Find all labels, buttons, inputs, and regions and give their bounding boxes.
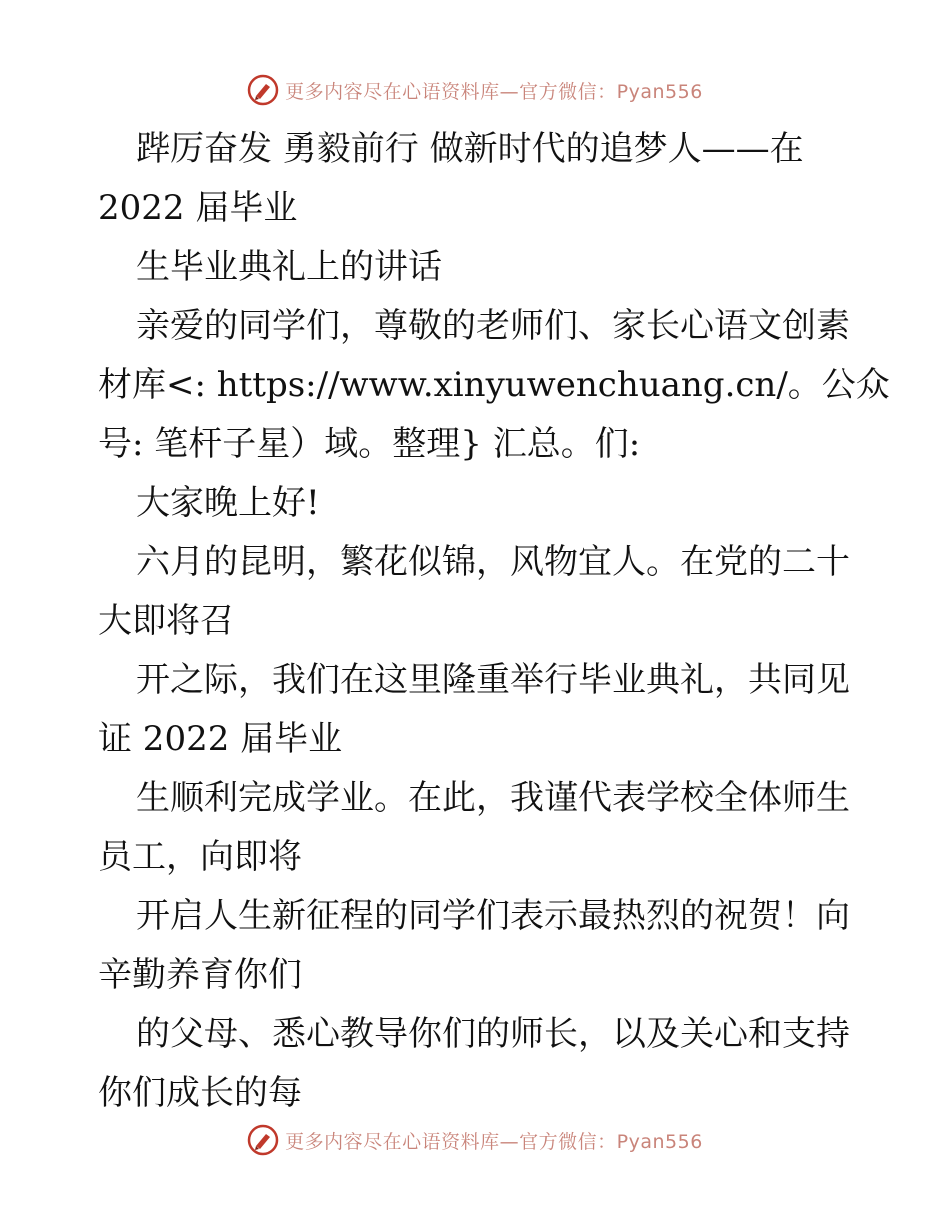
paragraph-line: 开启人生新征程的同学们表示最热烈的祝贺！向 <box>136 896 850 936</box>
red-circle-pen-logo-icon <box>247 1124 279 1156</box>
paragraph-line: 亲爱的同学们，尊敬的老师们、家长心语文创素 <box>136 306 850 346</box>
paragraph-line: 员工，向即将 <box>98 837 302 877</box>
header-watermark-banner <box>0 70 950 110</box>
paragraph-line: 开之际，我们在这里隆重举行毕业典礼，共同见 <box>136 660 850 700</box>
footer-watermark-banner <box>0 1120 950 1160</box>
paragraph-line: 的父母、悉心教导你们的师长，以及关心和支持 <box>136 1014 850 1054</box>
watermark-text: 更多内容尽在心语资料库—官方微信：Pyan556 <box>285 80 703 103</box>
title-line-1: 跸厉奋发 勇毅前行 做新时代的追梦人——在 <box>136 129 804 169</box>
paragraph-line: 号: 笔杆子星）域。整理} 汇总。们: <box>98 424 641 464</box>
paragraph-line: 生顺利完成学业。在此，我谨代表学校全体师生 <box>136 778 850 818</box>
paragraph-line: 辛勤养育你们 <box>98 955 302 995</box>
paragraph-line: 大即将召 <box>98 601 234 641</box>
title-line-2: 2022 届毕业 <box>98 188 298 228</box>
title-line-3: 生毕业典礼上的讲话 <box>136 247 442 287</box>
paragraph-line: 你们成长的每 <box>98 1073 302 1113</box>
paragraph-line: 六月的昆明，繁花似锦，风物宜人。在党的二十 <box>136 542 850 582</box>
paragraph-line: 材库<: https://www.xinyuwenchuang.cn/。公众 <box>98 365 890 405</box>
watermark-text: 更多内容尽在心语资料库—官方微信：Pyan556 <box>285 1130 703 1153</box>
paragraph-line: 大家晚上好! <box>136 483 320 523</box>
paragraph-line: 证 2022 届毕业 <box>98 719 343 759</box>
red-circle-pen-logo-icon <box>247 74 279 106</box>
document-body <box>98 120 890 1123</box>
